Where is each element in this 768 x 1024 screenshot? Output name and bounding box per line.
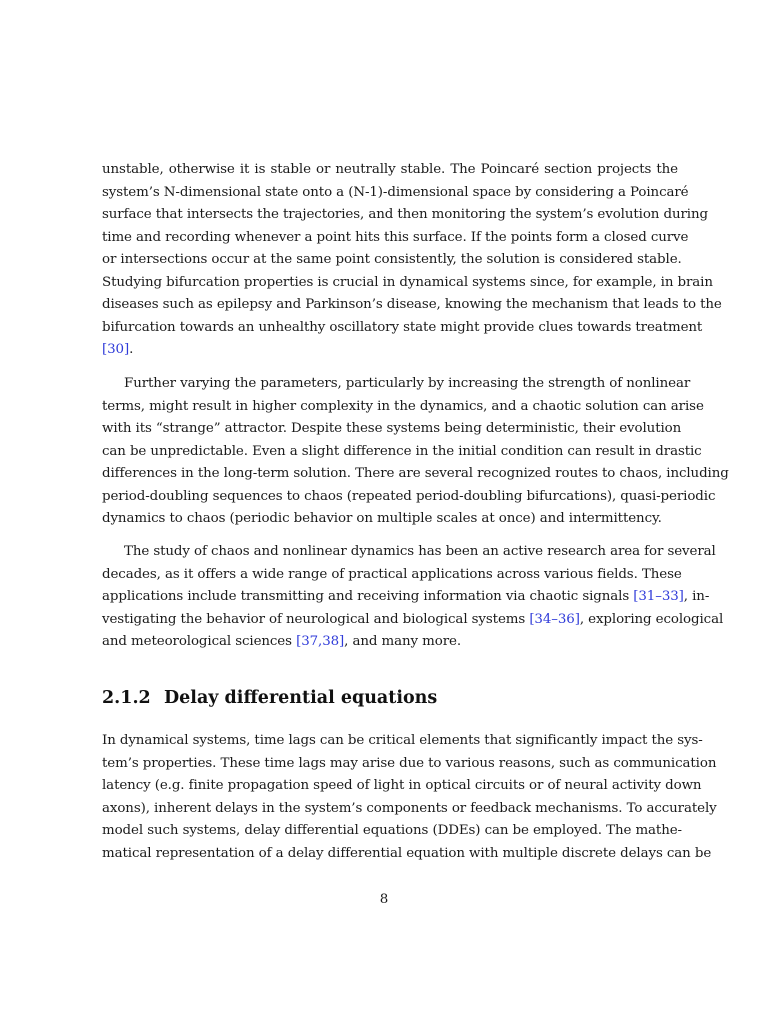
text-line: In dynamical systems, time lags can be critical elements that significantly impact the sys- (102, 733, 703, 748)
text-fragment: and meteorological sciences (102, 634, 297, 649)
text-line: or intersections occur at the same point consistently, the solution is considered stable. (102, 252, 682, 267)
text-line: latency (e.g. finite propagation speed of light in optical circuits or of neural activity down (102, 778, 702, 793)
text-line: unstable, otherwise it is stable or neutrally stable. The Poincaré section projects the (102, 162, 678, 177)
text-fragment: vestigating the behavior of neurological and biological systems (102, 611, 530, 627)
text-line: bifurcation towards an unhealthy oscillatory state might provide clues towards treatment (102, 319, 703, 335)
text-line: tem’s properties. These time lags may arise due to various reasons, such as communication (102, 755, 717, 771)
paragraph-applications (102, 541, 724, 654)
text-line: differences in the long-term solution. There are several recognized routes to chaos, including (102, 466, 729, 481)
text-fragment: , exploring ecological (579, 611, 724, 627)
citation-link[interactable]: [34–36] (529, 611, 580, 627)
text-line: time and recording whenever a point hits this surface. If the points form a closed curve (102, 229, 689, 245)
citation-link[interactable]: [31–33] (633, 589, 684, 604)
paragraph-dde (102, 730, 717, 865)
section-title: Delay differential equations (164, 688, 438, 708)
text-line: period-doubling sequences to chaos (repeated period-doubling bifurcations), quasi-periodic (102, 488, 716, 504)
text-line: matical representation of a delay differential equation with multiple discrete delays can be (102, 845, 712, 861)
text-line: diseases such as epilepsy and Parkinson’s disease, knowing the mechanism that leads to the (102, 297, 722, 312)
text-line: decades, as it offers a wide range of practical applications across various fields. These (102, 566, 682, 582)
page-number: 8 (379, 892, 389, 907)
section-number: 2.1.2 (102, 688, 151, 708)
text-fragment: , in- (683, 589, 710, 604)
text-line: Further varying the parameters, particularly by increasing the strength of nonlinear (124, 376, 691, 391)
text-line: axons), inherent delays in the system’s components or feedback mechanisms. To accurately (102, 800, 717, 816)
paragraph-chaos (102, 373, 729, 531)
citation-link[interactable]: [30] (102, 342, 130, 357)
text-fragment: . (129, 342, 134, 357)
text-line: surface that intersects the trajectories, and then monitoring the system’s evolution during (102, 207, 708, 222)
text-line (102, 339, 678, 362)
text-line (102, 609, 724, 632)
text-line: can be unpredictable. Even a slight difference in the initial condition can result in drastic (102, 443, 702, 459)
text-line: with its “strange” attractor. Despite these systems being deterministic, their evolution (102, 421, 682, 436)
text-line: dynamics to chaos (periodic behavior on multiple scales at once) and intermittency. (102, 511, 662, 526)
text-line (102, 586, 710, 609)
text-line: The study of chaos and nonlinear dynamics has been an active research area for several (124, 544, 716, 559)
citation-link[interactable]: [37,38] (296, 634, 345, 649)
text-fragment: applications include transmitting and receiving information via chaotic signals (102, 589, 634, 604)
paragraph-poincare (102, 159, 722, 362)
section-heading (102, 686, 678, 710)
text-line: model such systems, delay differential equations (DDEs) can be employed. The mathe- (102, 823, 682, 838)
text-fragment: , and many more. (344, 634, 461, 649)
text-line: system’s N-dimensional state onto a (N-1)-dimensional space by considering a Poincaré (102, 184, 689, 200)
text-line (102, 631, 678, 654)
text-line: terms, might result in higher complexity in the dynamics, and a chaotic solution can arise (102, 398, 704, 414)
text-line: Studying bifurcation properties is crucial in dynamical systems since, for example, in brain (102, 274, 713, 290)
